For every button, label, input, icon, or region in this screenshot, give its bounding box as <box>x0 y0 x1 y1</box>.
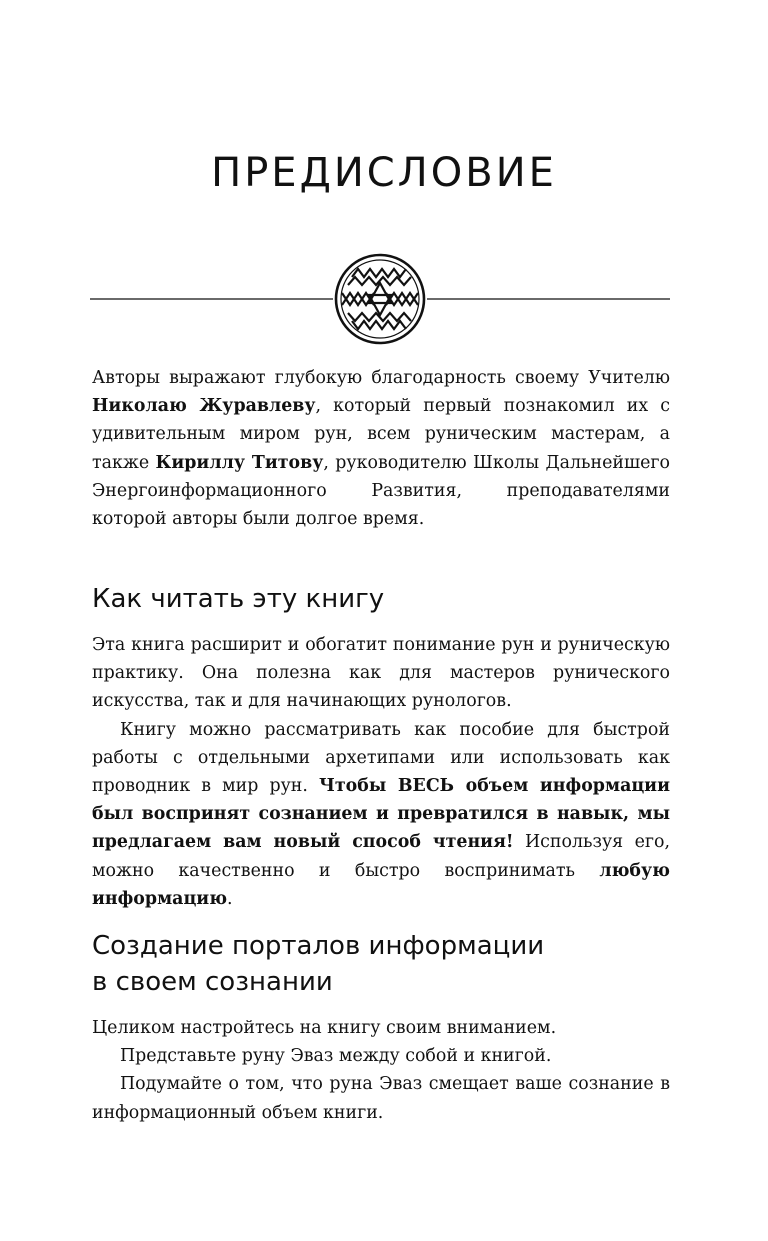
s1p2-bold-1: Чтобы ВЕСЬ объем информации был воспринят сознанием и превратился в навык, мы предлагаем вам новый способ чтения! <box>92 776 670 853</box>
s1p2-text-2: Используя его, можно качественно и быстро воспринимать <box>92 832 670 881</box>
title-ornament <box>90 253 670 345</box>
section2-paragraph-1: Целиком настройтесь на книгу своим вниманием. <box>92 1018 557 1038</box>
section2-paragraph-2: Представьте руну Эваз между собой и книгой. <box>120 1046 552 1067</box>
s1p2-bold-2: любую информацию <box>92 860 670 909</box>
s1p2-text-3: . <box>227 888 233 909</box>
section2-body <box>92 1014 670 1127</box>
section1-paragraph-2 <box>92 716 670 913</box>
section-heading-portals <box>92 928 672 1000</box>
ack-text-3: , руководителю Школы Дальнейшего Энергоинформационного Развития, преподавателями которой авторы были долгое время. <box>92 452 670 530</box>
ack-name-zhuravlev: Николаю Журавлеву <box>92 396 316 417</box>
ack-text-2: , который первый познакомил их с удивительным миром рун, всем руническим мастерам, а также <box>92 396 670 473</box>
section1-paragraph-1: Эта книга расширит и обогатит понимание рун и руническую практику. Она полезна как для мастеров рунического искусства, так и для начинающих рунологов. <box>92 635 670 712</box>
section-heading-portals-line-1: Создание порталов информации <box>92 931 545 961</box>
section-heading-portals-line-2: в своем сознании <box>92 967 333 997</box>
ack-text-1: Авторы выражают глубокую благодарность своему Учителю <box>92 368 670 388</box>
ack-name-titov: Кириллу Титову <box>155 452 324 473</box>
page-title: ПРЕДИСЛОВИЕ <box>211 150 557 196</box>
rune-medallion-icon <box>336 255 424 343</box>
section-heading-how-to-read: Как читать эту книгу <box>92 584 385 614</box>
acknowledgement-paragraph <box>92 364 670 533</box>
s1p2-text-1: Книгу можно рассматривать как пособие для быстрой работы с отдельными архетипами или использовать как проводник в мир рун. <box>92 719 670 797</box>
section2-paragraph-3: Подумайте о том, что руна Эваз смещает ваше сознание в информационный объем книги. <box>92 1074 670 1123</box>
section1-body <box>92 631 670 913</box>
